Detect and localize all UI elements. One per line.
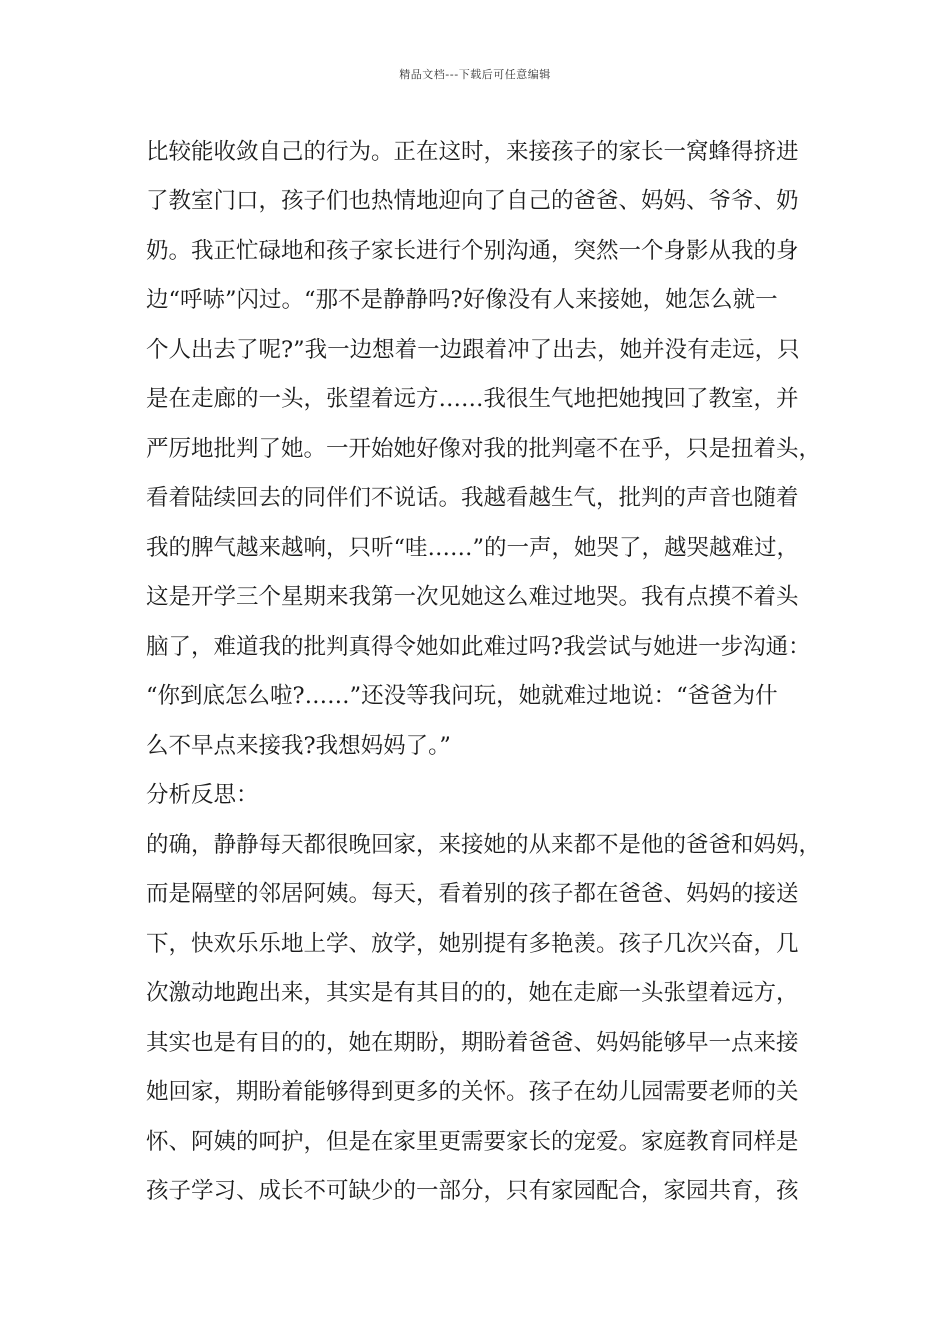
text-line: 这是开学三个星期来我第一次见她这么难过地哭。我有点摸不着头	[146, 584, 799, 610]
text-line: 奶。我正忙碌地和孩子家长进行个别沟通，突然一个身影从我的身	[146, 238, 799, 264]
page-header: 精品文档---下载后可任意编辑	[399, 68, 551, 81]
text-line: 孩子学习、成长不可缺少的一部分，只有家园配合，家园共育，孩	[146, 1178, 799, 1204]
text-line: 个人出去了呢?”我一边想着一边跟着冲了出去，她并没有走远，只	[146, 337, 800, 363]
text-line: 么不早点来接我?我想妈妈了。”	[146, 733, 451, 759]
text-line: 下，快欢乐乐地上学、放学，她别提有多艳羡。孩子几次兴奋，几	[146, 931, 799, 957]
text-line: 其实也是有目的的，她在期盼，期盼着爸爸、妈妈能够早一点来接	[146, 1030, 799, 1056]
text-line: 边“呼哧”闪过。“那不是静静吗?好像没有人来接她，她怎么就一	[146, 287, 778, 313]
text-line: 次激动地跑出来，其实是有其目的的，她在走廊一头张望着远方，	[146, 980, 799, 1006]
text-line: 怀、阿姨的呵护，但是在家里更需要家长的宠爱。家庭教育同样是	[146, 1129, 799, 1155]
text-line: 了教室门口，孩子们也热情地迎向了自己的爸爸、妈妈、爷爷、奶	[146, 188, 799, 214]
text-line: 她回家，期盼着能够得到更多的关怀。孩子在幼儿园需要老师的关	[146, 1079, 799, 1105]
text-line: 看着陆续回去的同伴们不说话。我越看越生气，批判的声音也随着	[146, 485, 799, 511]
text-line: 比较能收敛自己的行为。正在这时，来接孩子的家长一窝蜂得挤进	[146, 139, 799, 165]
text-line: “你到底怎么啦?……”还没等我问玩，她就难过地说：“爸爸为什	[146, 683, 778, 709]
text-line: 的确，静静每天都很晚回家，来接她的从来都不是他的爸爸和妈妈，	[146, 832, 822, 858]
text-line: 我的脾气越来越响，只听“哇……”的一声，她哭了，越哭越难过，	[146, 535, 800, 561]
text-line: 而是隔壁的邻居阿姨。每天，看着别的孩子都在爸爸、妈妈的接送	[146, 881, 799, 907]
section-heading: 分析反思：	[146, 782, 259, 808]
text-line: 严厉地批判了她。一开始她好像对我的批判毫不在乎，只是扭着头，	[146, 436, 822, 462]
text-line: 是在走廊的一头，张望着远方……我很生气地把她拽回了教室，并	[146, 386, 799, 412]
text-line: 脑了，难道我的批判真得令她如此难过吗?我尝试与她进一步沟通：	[146, 634, 811, 660]
